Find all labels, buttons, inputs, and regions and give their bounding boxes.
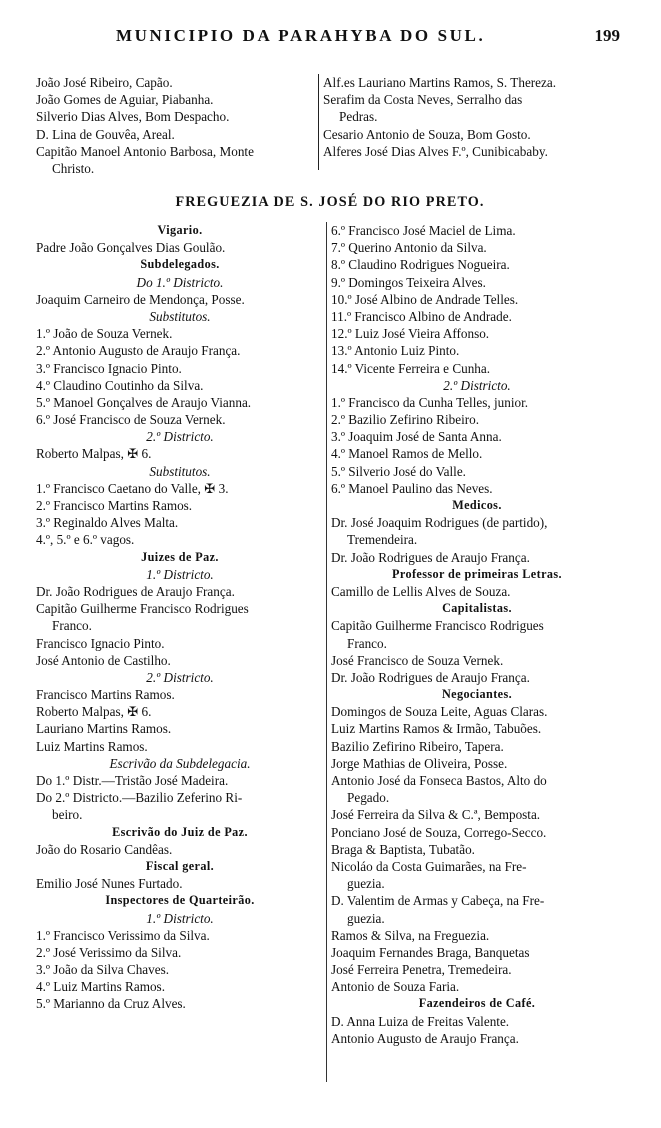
list-item: 14.º Vicente Ferreira e Cunha. [331,360,491,376]
section-heading: Fazendeiros de Café. [418,996,536,1011]
text-line: Antonio de Souza Faria. [331,979,460,995]
text-line: Luiz Martins Ramos. [36,738,148,754]
text-line: Joaquim Carneiro de Mendonça, Posse. [36,291,245,307]
text-line: Do 1.º Distr.—Tristão José Madeira. [36,773,229,788]
text-line: Roberto Malpas, ✠ 6. [36,704,152,720]
list-item: 2.º Bazilio Zefirino Ribeiro. [331,412,480,428]
section-heading: Vigario. [157,223,203,237]
text-line: Antonio José da Fonseca Bastos, Alto do [331,773,547,788]
list-item: 11.º Francisco Albino de Andrade. [331,308,512,324]
section-heading: Escrivão do Juiz de Paz. [112,824,248,839]
text-line: Capitão Guilherme Francisco Rodrigues [331,618,544,634]
text-line: Camillo de Lellis Alves de Souza. [331,583,511,599]
list-item: 4.º, 5.º e 6.º vagos. [36,532,135,548]
text-line: Dr. João Rodrigues de Araujo França. [36,583,235,599]
text-line: Pegado. [347,790,390,806]
list-item: 6.º José Francisco de Souza Vernek. [36,412,226,428]
left-column [36,222,324,1013]
text-line: Joaquim Fernandes Braga, Banquetas [331,944,530,960]
text-line: João Gomes de Aguiar, Piabanha. [36,92,214,108]
running-title: MUNICIPIO DA PARAHYBA DO SUL. [116,26,486,45]
list-item: 1.º Francisco da Cunha Telles, junior. [331,394,529,410]
text-line: João do Rosario Candêas. [36,841,173,857]
list-item: 7.º Querino Antonio da Silva. [331,240,487,256]
list-item: 3.º Joaquim José de Santa Anna. [331,429,502,445]
list-item: 1.º João de Souza Vernek. [36,326,173,342]
section-heading: Professor de primeiras Letras. [392,566,562,581]
text-line: Capitão Manoel Antonio Barbosa, Monte [36,143,254,159]
list-item: 1.º Francisco Caetano do Valle, ✠ 3. [36,480,229,496]
district-heading: Do 1.º Districto. [136,274,224,290]
list-item: 10.º José Albino de Andrade Telles. [331,291,519,307]
list-item: 8.º Claudino Rodrigues Nogueira. [331,257,510,273]
text-line: guezia. [347,910,385,926]
list-item: 2.º Antonio Augusto de Araujo França. [36,343,241,359]
text-line: Francisco Ignacio Pinto. [36,635,165,651]
text-line: Cesario Antonio de Souza, Bom Gosto. [323,126,531,142]
text-line: Ramos & Silva, na Freguezia. [331,927,490,943]
section-heading: Fiscal geral. [145,858,215,873]
text-line: José Ferreira da Silva & C.ª, Bemposta. [331,807,541,823]
list-item: 12.º Luiz José Vieira Affonso. [331,326,490,342]
list-item: 4.º Luiz Martins Ramos. [36,979,165,995]
list-item: 5.º Silverio José do Valle. [331,463,466,479]
text-line: beiro. [52,807,83,823]
list-item: 13.º Antonio Luiz Pinto. [331,343,460,359]
text-line: José Antonio de Castilho. [36,652,171,668]
list-item: 3.º João da Silva Chaves. [36,962,170,978]
text-line: Roberto Malpas, ✠ 6. [36,446,152,462]
section-heading: Juizes de Paz. [141,549,219,564]
text-line: Padre João Gonçalves Dias Goulão. [36,240,226,256]
list-item: 6.º Manoel Paulino das Neves. [331,480,493,496]
text-line: Jorge Mathias de Oliveira, Posse. [331,755,508,771]
text-line: D. Lina de Gouvêa, Areal. [36,126,175,142]
list-item: 4.º Manoel Ramos de Mello. [331,446,483,462]
text-line: Capitão Guilherme Francisco Rodrigues [36,601,249,617]
text-line: Do 2.º Districto.—Bazilio Zeferino Ri- [36,790,243,806]
section-heading: Negociantes. [441,687,513,702]
text-line: guezia. [347,876,385,892]
text-line: Franco. [52,618,92,634]
text-line: Alf.es Lauriano Martins Ramos, S. Thereza. [323,75,557,90]
text-line: Lauriano Martins Ramos. [36,721,172,737]
column-divider [318,74,319,170]
section-heading: Subdelegados. [140,257,220,272]
text-line: José Ferreira Penetra, Tremedeira. [331,962,512,978]
text-line: Antonio Augusto de Araujo França. [331,1030,519,1046]
list-item: 9.º Domingos Teixeira Alves. [331,274,486,290]
text-line: Luiz Martins Ramos & Irmão, Tabuões. [331,721,542,737]
subheading: Escrivão da Subdelegacia. [109,755,251,771]
page-number: 199 [594,26,620,45]
list-item: 2.º José Verissimo da Silva. [36,944,182,960]
right-column [331,222,623,1047]
text-line: Ponciano José de Souza, Corrego-Secco. [331,824,547,840]
district-heading: 2.º Districto. [146,669,214,685]
text-line: Francisco Martins Ramos. [36,687,175,703]
text-line: José Francisco de Souza Vernek. [331,652,504,668]
text-line: Dr. José Joaquim Rodrigues (de partido), [331,515,548,531]
list-item: 6.º Francisco José Maciel de Lima. [331,223,516,238]
page-header [36,26,626,48]
list-item: 3.º Reginaldo Alves Malta. [36,515,179,531]
top-right-column [323,74,623,160]
text-line: Bazilio Zefirino Ribeiro, Tapera. [331,738,504,754]
district-heading: 1.º Districto. [146,910,214,926]
text-line: João José Ribeiro, Capão. [36,75,173,90]
list-item: 1.º Francisco Verissimo da Silva. [36,927,210,943]
district-heading: 1.º Districto. [146,566,214,582]
list-item: 5.º Marianno da Cruz Alves. [36,996,186,1012]
section-title: FREGUEZIA DE S. JOSÉ DO RIO PRETO. [175,194,485,210]
text-line: Nicoláo da Costa Guimarães, na Fre- [331,858,527,874]
text-line: D. Anna Luiza de Freitas Valente. [331,1013,510,1029]
text-line: Tremendeira. [347,532,418,548]
text-line: Pedras. [339,109,378,125]
district-heading: 2.º Districto. [443,377,511,393]
subheading: Substitutos. [149,463,211,479]
district-heading: 2.º Districto. [146,429,214,445]
text-line: Christo. [52,160,95,176]
text-line: Serafim da Costa Neves, Serralho das [323,92,523,108]
text-line: Domingos de Souza Leite, Aguas Claras. [331,704,548,720]
column-divider [326,222,327,1082]
text-line: Emilio José Nunes Furtado. [36,876,183,892]
list-item: 3.º Francisco Ignacio Pinto. [36,360,182,376]
text-line: D. Valentim de Armas y Cabeça, na Fre- [331,893,545,909]
text-line: Silverio Dias Alves, Bom Despacho. [36,109,230,125]
section-heading: Medicos. [452,498,502,512]
list-item: 2.º Francisco Martins Ramos. [36,498,193,513]
section-heading: Capitalistas. [442,601,512,616]
text-line: Alferes José Dias Alves F.º, Cunibicababy. [323,143,548,159]
text-line: Dr. João Rodrigues de Araujo França. [331,669,530,685]
text-line: Dr. João Rodrigues de Araujo França. [331,549,530,565]
list-item: 4.º Claudino Coutinho da Silva. [36,377,204,393]
subheading: Substitutos. [149,308,211,324]
text-line: Braga & Baptista, Tubatão. [331,841,475,857]
text-line: Franco. [347,635,387,651]
section-heading: Inspectores de Quarteirão. [105,893,255,908]
top-left-column [36,74,318,177]
list-item: 5.º Manoel Gonçalves de Araujo Vianna. [36,394,252,410]
